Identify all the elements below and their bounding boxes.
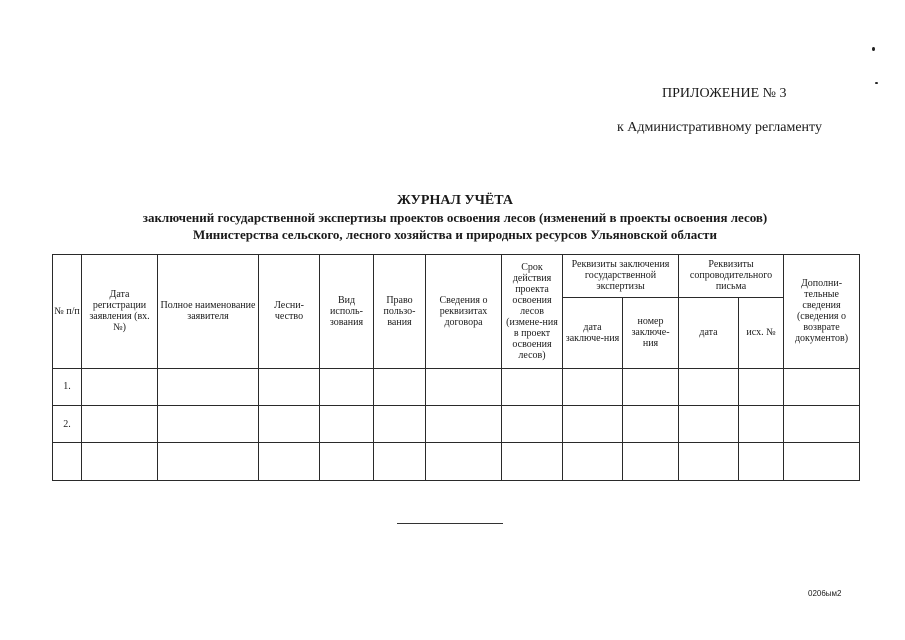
header-applicant-name: Полное наименование заявителя	[158, 255, 259, 369]
journal-subtitle-line2: Министерства сельского, лесного хозяйства и природных ресурсов Ульяновской области	[193, 227, 717, 242]
header-letter-outgoing-number: исх. №	[739, 297, 784, 368]
row-number	[53, 443, 82, 481]
bottom-rule	[397, 523, 503, 524]
header-contract-details: Сведения о реквизитах договора	[426, 255, 502, 369]
header-use-right: Право пользо-вания	[374, 255, 426, 369]
table-row	[53, 443, 860, 481]
document-code: 0206ым2	[808, 589, 842, 598]
scan-speck	[875, 82, 878, 84]
row-number: 1.	[53, 368, 82, 405]
header-forestry: Лесни-чество	[259, 255, 320, 369]
appendix-subtitle: к Административному регламенту	[617, 120, 822, 135]
journal-table	[52, 254, 860, 481]
table-row	[53, 406, 860, 443]
journal-title: ЖУРНАЛ УЧЁТА	[396, 193, 514, 208]
header-letter-details: Реквизиты сопроводительного письма	[679, 255, 784, 298]
appendix-title: ПРИЛОЖЕНИЕ № 3	[662, 86, 787, 101]
header-registration-date: Дата регистрации заявления (вх. №)	[82, 255, 158, 369]
row-number: 2.	[53, 406, 82, 443]
header-project-term: Срок действия проекта освоения лесов (измене-ния в проект освоения лесов)	[502, 255, 563, 369]
table-row	[53, 368, 860, 405]
journal-subtitle-line1: заключений государственной экспертизы проектов освоения лесов (изменений в проекты освоения лесов)	[142, 210, 768, 225]
header-expertise-date: дата заключе-ния	[563, 297, 623, 368]
header-letter-date: дата	[679, 297, 739, 368]
header-number: № п/п	[53, 255, 82, 369]
header-additional-info: Дополни-тельные сведения (сведения о возврате документов)	[784, 255, 860, 369]
header-expertise-number: номер заключе-ния	[623, 297, 679, 368]
scan-speck	[872, 47, 875, 51]
header-use-type: Вид исполь-зования	[320, 255, 374, 369]
header-expertise-details: Реквизиты заключения государственной экспертизы	[563, 255, 679, 298]
